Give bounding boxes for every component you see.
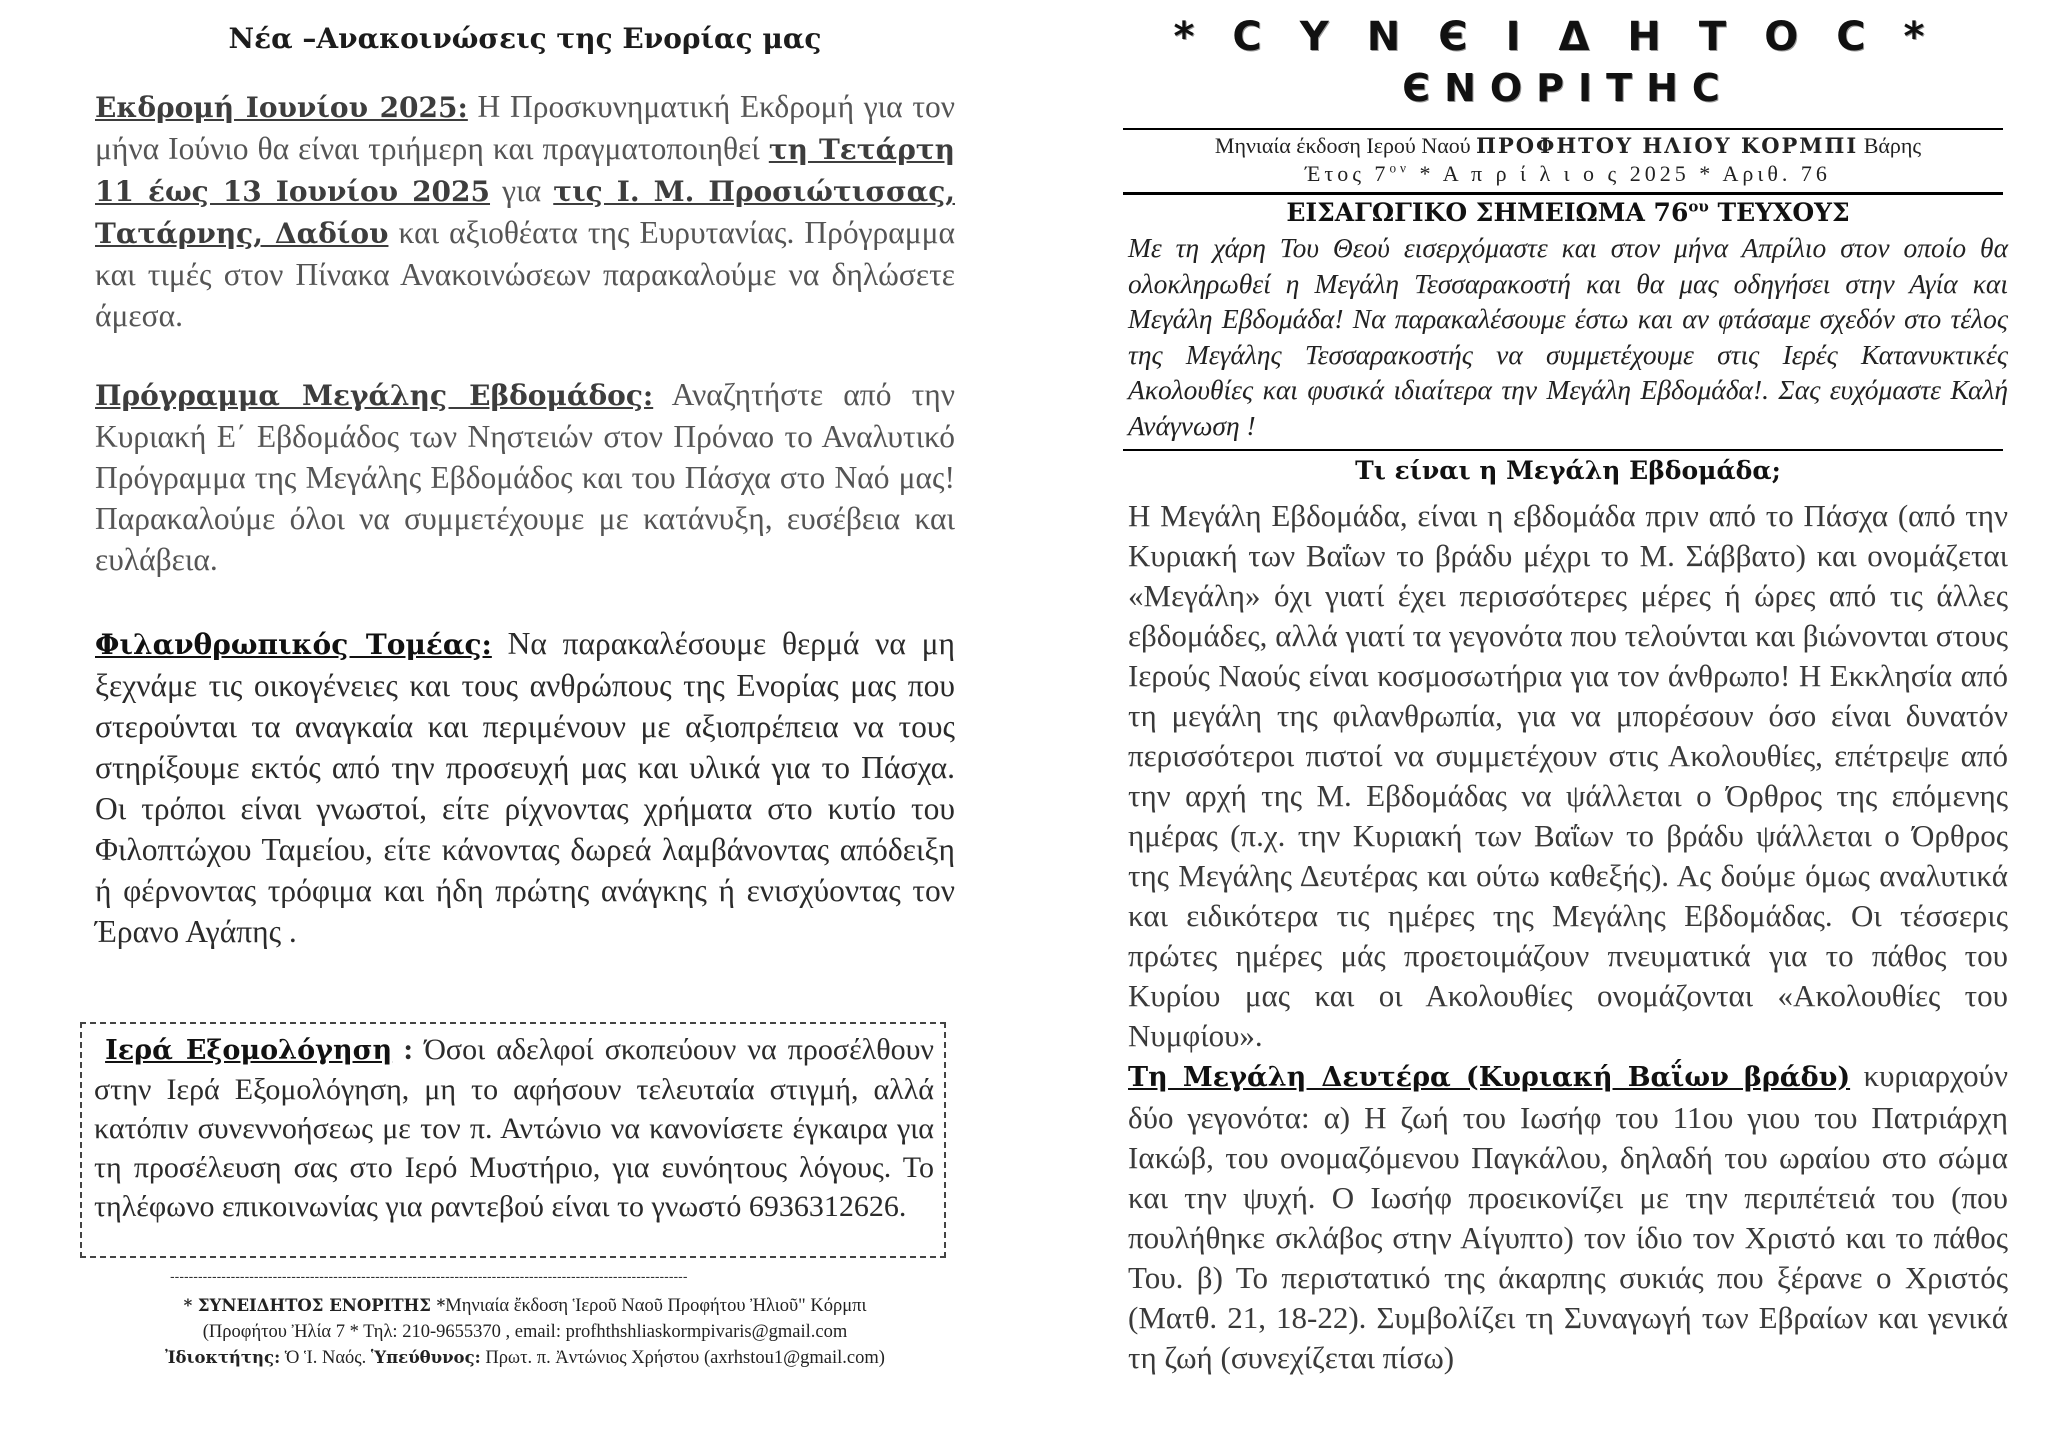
trip-lead: Εκδρομή Ιουνίου 2025: [95,91,468,124]
footer-line-2: (Προφήτου Ἠλία 7 * Τηλ: 210-9655370 , email: profhthshliaskormpivaris@gmail.com [202,1322,848,1342]
section-heading: Τι είναι η Μεγάλη Εβδομάδα; [1355,456,1781,485]
article-paragraph-2: κυριαρχούν δύο γεγονότα: α) Η ζωή του Ιωσήφ του 11ου γιου του Πατριάρχη Ιακώβ, του ονομαζόμενου Παγκάλου, δηλαδή του ωραίου στο σώμα και την ψυχή. Ο Ιωσήφ προεικονίζει με την περιπέτειά του (που πουλήθηκε σκλάβος στην Αίγυπτο) τον ίδιο τον Χριστό και το πάθος Του. β) Το περιστατικό της άκαρπης συκιάς που ξέρανε ο Χριστός (Ματθ. 21, 18-22). Συμβολίζει τη Συναγωγή των Εβραίων και γενικά τη ζωή (συνεχίζεται πίσω) [1128,1058,2008,1375]
footer-separator: --------------------------------------------------------------------------------------------------------------- [170,1268,688,1284]
publication-line-1: Μηνιαία έκδοση Ιερού Ναού ΠΡΟΦΗΤΟΥ ΗΛΙΟΥ ΚΟΡΜΠΙ Βάρης [1214,133,1922,158]
intro-heading: ΕΙΣΑΓΩΓΙΚΟ ΣΗΜΕΙΩΜΑ $76^{o\upsilon}$ ΤΕΥΧΟΥΣ [1286,197,1850,227]
confession-box [80,1022,946,1258]
footer-line-3: Ἰδιοκτήτης: Ὁ Ἱ. Ναός. Ὑπεύθυνος: Πρωτ. π. Ἀντώνιος Χρήστου (axrhstou1@gmail.com) [165,1348,885,1368]
masthead-subtitle: ЄΝΟΡΙΤΗϹ [1402,66,1734,110]
announcements-title: Νέα –Ανακοινώσεις της Ενορίας μας [228,22,822,55]
publication-rule [1123,192,2003,195]
publication-info [1128,132,2008,188]
masthead-rule [1123,128,2003,130]
trip-date: τη Τετάρτη 11 έως 13 Ιουνίου 2025 [95,133,956,208]
confession-lead: Ιερά Εξομολόγηση [105,1035,393,1066]
trip-announcement: Εκδρομή Ιουνίου 2025: Η Προσκυνηματική Εκδρομή για τον μήνα Ιούνιο θα είναι τριήμερη και πραγματοποιηθεί τη Τετάρτη 11 έως 13 Ιουνίου 2025 για τις Ι. Μ. Προσιώτισσας, Τατάρνης, Δαδίου και αξιοθέατα της Ευρυτανίας. Πρόγραμμα και τιμές στον Πίνακα Ανακοινώσεων παρακαλούμε να δηλώσετε άμεσα. [95,89,956,333]
publication-line-2: Έτος $7^{o\nu}$ * Α π ρ ί λ ι ο ς 2025 * Αριθ. 76 [1305,160,1831,186]
holy-week-announcement: Πρόγραμμα Μεγάλης Εβδομάδος: Αναζητήστε από την Κυριακή Ε΄ Εβδομάδος των Νηστειών στον Πρόναο το Αναλυτικό Πρόγραμμα της Μεγάλης Εβδομάδος και του Πάσχα στο Ναό μας! Παρακαλούμε όλοι να συμμετέχουμε με κατάνυξη, ευσέβεια και ευλάβεια. [95,377,955,577]
holy-week-lead: Πρόγραμμα Μεγάλης Εβδομάδος: [95,379,654,412]
trip-places: τις Ι. Μ. Προσιώτισσας, Τατάρνης, Δαδίου [95,175,955,250]
intro-text: Με τη χάρη Του Θεού εισερχόμαστε και στον μήνα Απρίλιο στον οποίο θα ολοκληρωθεί η Μεγάλη Τεσσαρακοστή και θα μας οδηγήσει στην Αγία και Μεγάλη Εβδομάδα! Να παρακαλέσουμε έστω και αν φτάσαμε σχεδόν στο τέλος της Μεγάλης Τεσσαρακοστής να συμμετέχουμε στις Ιερές Κατανυκτικές Ακολουθίες και φυσικά ιδιαίτερα την Μεγάλη Εβδομάδα!. Σας ευχόμαστε Καλή Ανάγνωση ! [1128,232,2008,441]
confession-text: Ιερά Εξομολόγηση : Όσοι αδελφοί σκοπεύουν να προσέλθουν στην Ιερά Εξομολόγηση, μη το αφήσουν τελευταία στιγμή, αλλά κατόπιν συνεννοήσεως με τον π. Αντώνιο να κανονίσετε έγκαιρα για τη προσέλευση σας στο Ιερό Μυστήριο, για ευνόητους λόγους. Το τηλέφωνο επικοινωνίας για ραντεβού είναι το γνωστό 6936312626. [94,1033,934,1223]
holy-monday-lead: Τη Μεγάλη Δευτέρα (Κυριακή Βαΐων βράδυ) [1128,1062,1851,1093]
charity-announcement: Φιλανθρωπικός Τομέας: Να παρακαλέσουμε θερμά να μη ξεχνάμε τις οικογένειες και τους ανθρώπους της Ενορίας μας που στερούνται τα αναγκαία και περιμένουν με αξιοπρέπεια να τους στηρίξουμε εκτός από την προσευχή μας και υλικά για το Πάσχα. Οι τρόποι είναι γνωστοί, είτε ρίχνοντας χρήματα στο κυτίο του Φιλοπτώχου Ταμείου, είτε κάνοντας δωρεά λαμβάνοντας απόδειξη ή φέρνοντας τρόφιμα και ήδη πρώτης ανάγκης ή ενισχύοντας τον Έρανο Αγάπης . [95,626,956,949]
intro-rule [1123,449,2003,451]
masthead-title: *ϹΥΝЄΙΔΗΤΟϹ* [1173,14,1963,60]
footer-line-1: * ΣΥΝΕΙΔΗΤΟΣ ΕΝΟΡΙΤΗΣ *Μηνιαία ἔκδοση Ἱεροῦ Ναοῦ Προφήτου Ἠλιοῦ" Κόρμπι [183,1296,867,1316]
article-body [1128,496,2008,1378]
charity-lead: Φιλανθρωπικός Τομέας: [95,628,492,661]
article-paragraph-1: Η Μεγάλη Εβδομάδα, είναι η εβδομάδα πριν από το Πάσχα (από την Κυριακή των Βαΐων το βράδυ μέχρι το Μ. Σάββατο) και ονομάζεται «Μεγάλη» όχι γιατί έχει περισσότερες μέρες ή ώρες από τις άλλες εβδομάδες, αλλά γιατί τα γεγονότα που τελούνται και βιώνονται στους Ιερούς Ναούς είναι κοσμοσωτήρια για τον άνθρωπο! Η Εκκλησία από τη μεγάλη της φιλανθρωπία, για να μπορέσουν όσο είναι δυνατόν περισσότεροι πιστοί να συμμετέχουν στις Ακολουθίες, επέτρεψε από την αρχή της Μ. Εβδομάδας να ψάλλεται ο Όρθρος της επόμενης ημέρας (π.χ. την Κυριακή των Βαΐων το βράδυ ψάλλεται ο Όρθρος της Μεγάλης Δευτέρας και ούτω καθεξής). Ας δούμε όμως αναλυτικά και ειδικότερα τις ημέρες της Μεγάλης Εβδομάδας. Οι τέσσερις πρώτες ημέρες μάς προετοιμάζουν πνευματικά για το πάθος του Κυρίου μας και οι Ακολουθίες ονομάζονται «Ακολουθίες του Νυμφίου». [1128,498,2008,1053]
